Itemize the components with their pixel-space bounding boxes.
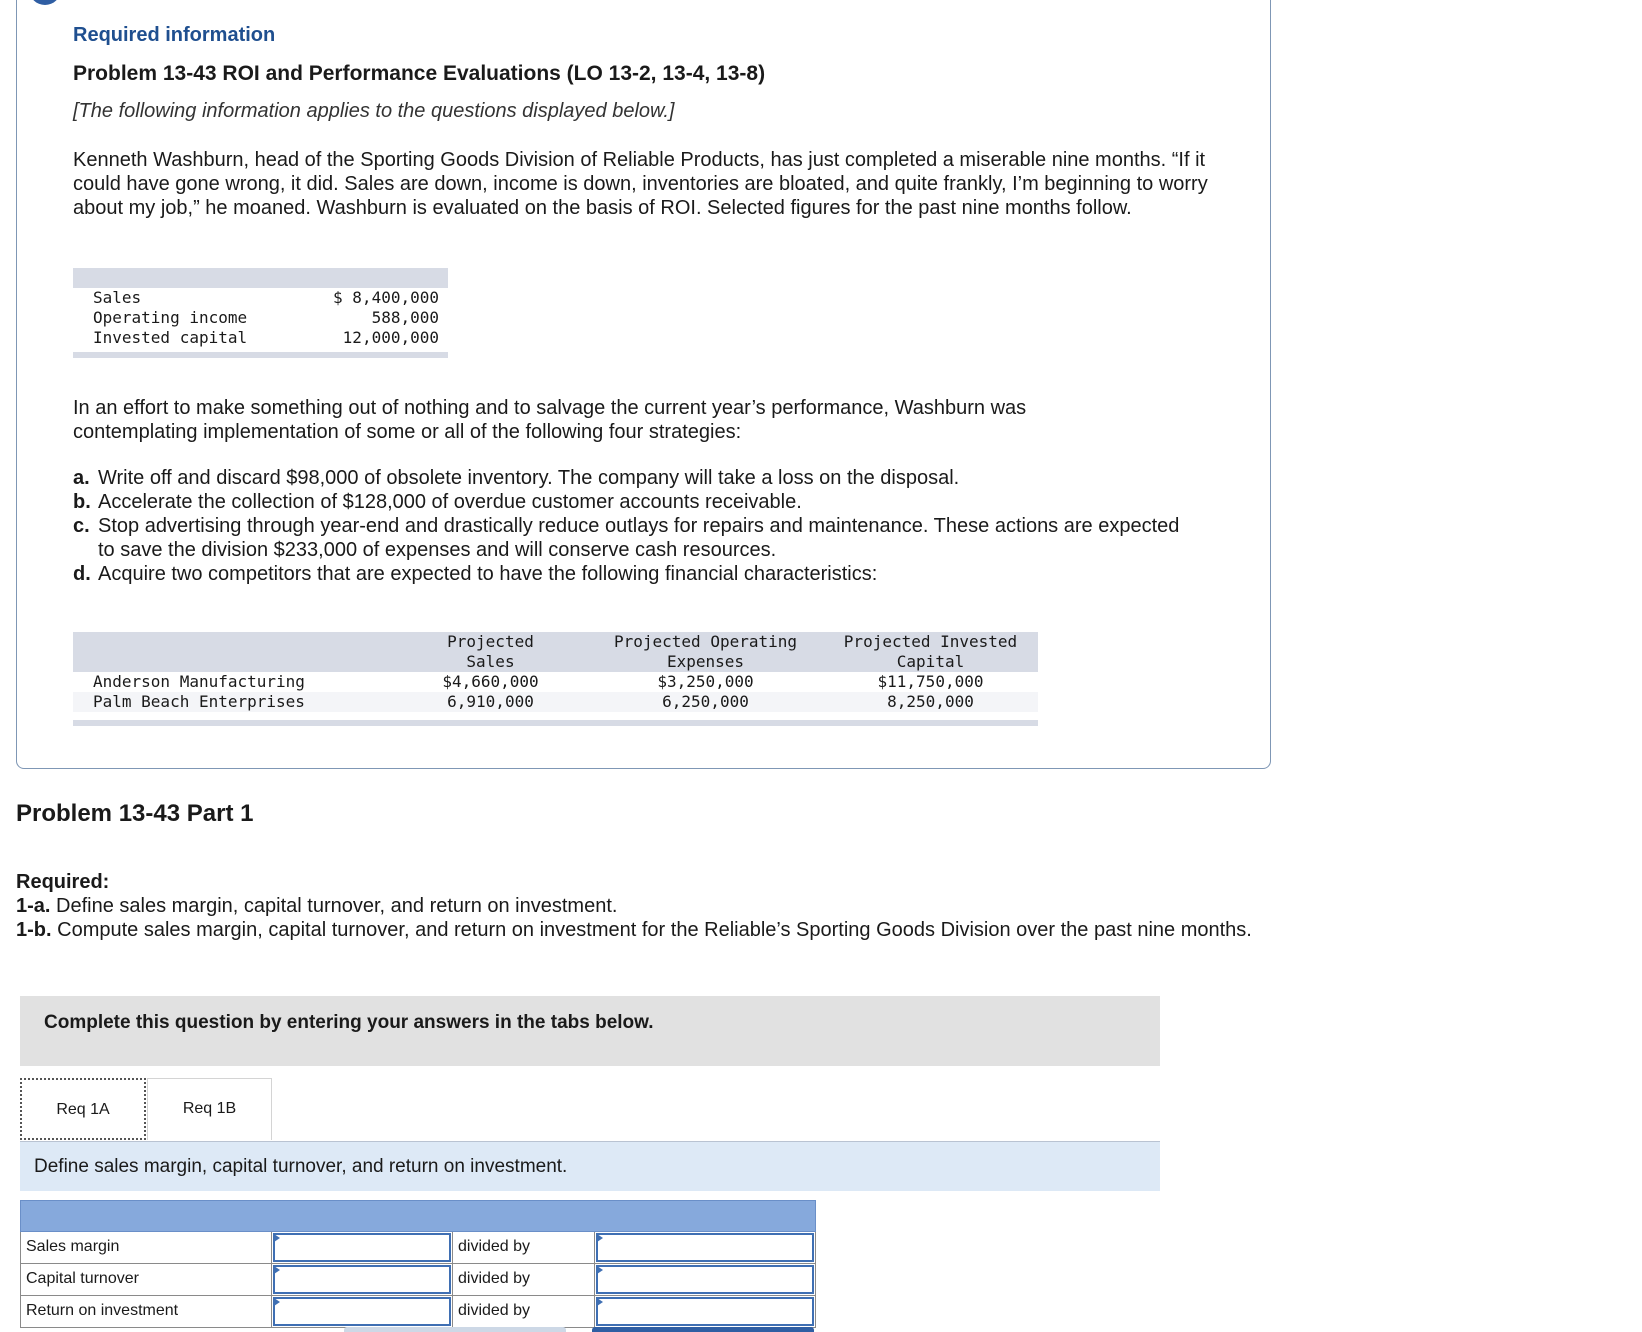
strategy-text: Stop advertising through year-end and drastically reduce outlays for repairs and maintenance. These actions are expected to save the division $233,000 of expenses and will conserve cash resources. <box>98 515 1180 561</box>
strategy-item <box>73 466 1193 490</box>
complete-prompt: Complete this question by entering your answers in the tabs below. <box>44 1012 654 1033</box>
dropdown-marker-icon <box>597 1298 603 1306</box>
competitor-sales: $4,660,000 <box>442 672 539 691</box>
competitors-table-bottom-band <box>73 720 1038 726</box>
figures-table-top-band <box>73 268 448 288</box>
answer-row-sales-margin <box>20 1232 816 1264</box>
divided-by-label: divided by <box>453 1264 595 1295</box>
denominator-input[interactable] <box>596 1297 814 1326</box>
answer-row-label: Return on investment <box>21 1296 272 1327</box>
complete-prompt-bar <box>20 996 1160 1066</box>
strategy-letter: a. <box>73 467 90 489</box>
intro-paragraph: Kenneth Washburn, head of the Sporting Goods Division of Reliable Products, has just completed a miserable nine months. “If it could have gone wrong, it did. Sales are down, income is down, inventories are bloated, and quite frankly, I’m beginning to worry about my job,” he moaned. Washburn is evaluated on the basis of ROI. Selected figures for the past nine months follow. <box>73 149 1208 219</box>
answer-row-label: Capital turnover <box>21 1264 272 1295</box>
strategy-item <box>73 514 1193 562</box>
competitors-row <box>73 692 1038 712</box>
competitor-capital: 8,250,000 <box>887 692 974 711</box>
figure-value: $ 8,400,000 <box>333 288 439 307</box>
answer-table-header <box>20 1200 816 1232</box>
requirement-1b: 1-b. Compute sales margin, capital turnover, and return on investment for the Reliable’s Sporting Goods Division over the past nine months. <box>16 919 1252 941</box>
requirement-1a: 1-a. Define sales margin, capital turnover, and return on investment. <box>16 895 618 917</box>
divided-by-label: divided by <box>453 1296 595 1327</box>
strategy-item <box>73 562 1193 586</box>
answer-table <box>20 1200 816 1328</box>
required-section <box>16 870 1256 942</box>
required-label: Required: <box>16 871 110 893</box>
numerator-cell <box>272 1232 453 1263</box>
competitors-table <box>73 632 1038 726</box>
competitors-header-sales: Projected Sales <box>447 632 534 671</box>
competitors-row <box>73 672 1038 692</box>
answer-row-return-on-investment <box>20 1296 816 1328</box>
tab-req-1a[interactable]: Req 1A <box>20 1078 146 1140</box>
competitors-header-blank <box>73 632 393 672</box>
competitor-expenses: 6,250,000 <box>662 692 749 711</box>
denominator-input[interactable] <box>596 1265 814 1294</box>
numerator-input[interactable] <box>273 1297 451 1326</box>
strategy-text: Acquire two competitors that are expected to have the following financial characteristics: <box>98 563 878 585</box>
strategy-text: Write off and discard $98,000 of obsolete inventory. The company will take a loss on the disposal. <box>98 467 960 489</box>
define-prompt: Define sales margin, capital turnover, and return on investment. <box>20 1142 1160 1191</box>
denominator-cell <box>595 1232 816 1263</box>
numerator-cell <box>272 1296 453 1327</box>
figures-row <box>73 288 448 308</box>
competitors-header-capital: Projected Invested Capital <box>843 632 1018 671</box>
strategy-letter: b. <box>73 491 91 513</box>
strategy-text: Accelerate the collection of $128,000 of overdue customer accounts receivable. <box>98 491 802 513</box>
figures-table <box>73 268 448 358</box>
strategy-letter: c. <box>73 515 90 537</box>
competitor-name: Palm Beach Enterprises <box>93 692 305 711</box>
numerator-input[interactable] <box>273 1265 451 1294</box>
tab-req-1b[interactable]: Req 1B <box>147 1078 272 1140</box>
numerator-input[interactable] <box>273 1233 451 1262</box>
competitor-name: Anderson Manufacturing <box>93 672 305 691</box>
denominator-input[interactable] <box>596 1233 814 1262</box>
figures-row <box>73 308 448 328</box>
applies-note: [The following information applies to the questions displayed below.] <box>73 100 675 122</box>
divided-by-label: divided by <box>453 1232 595 1263</box>
answer-row-label: Sales margin <box>21 1232 272 1263</box>
dropdown-marker-icon <box>274 1234 280 1242</box>
badge-icon <box>29 0 61 5</box>
competitors-header-row <box>73 632 1038 672</box>
figure-value: 12,000,000 <box>342 328 439 347</box>
previous-tab-button[interactable] <box>344 1327 566 1332</box>
denominator-cell <box>595 1264 816 1295</box>
requirement-tabs <box>20 1078 1160 1142</box>
figure-label: Sales <box>93 288 142 307</box>
competitors-header-expenses: Projected Operating Expenses <box>613 632 798 671</box>
dropdown-marker-icon <box>597 1266 603 1274</box>
numerator-cell <box>272 1264 453 1295</box>
dropdown-marker-icon <box>597 1234 603 1242</box>
answer-row-capital-turnover <box>20 1264 816 1296</box>
strategy-item <box>73 490 1193 514</box>
figure-value: 588,000 <box>371 308 439 327</box>
figures-table-bottom-band <box>73 352 448 358</box>
required-information-heading: Required information <box>73 24 276 46</box>
next-tab-button[interactable] <box>592 1327 814 1332</box>
competitor-sales: 6,910,000 <box>447 692 534 711</box>
part-title: Problem 13-43 Part 1 <box>16 800 254 827</box>
dropdown-marker-icon <box>274 1266 280 1274</box>
figure-label: Operating income <box>93 308 248 327</box>
denominator-cell <box>595 1296 816 1327</box>
strategies-list <box>73 466 1193 586</box>
figures-row <box>73 328 448 348</box>
figure-label: Invested capital <box>93 328 248 347</box>
effort-paragraph: In an effort to make something out of nothing and to salvage the current year’s performance, Washburn was contemplating implementation of some or all of the following four strategies: <box>73 397 1027 443</box>
problem-title: Problem 13-43 ROI and Performance Evaluations (LO 13-2, 13-4, 13-8) <box>73 62 766 85</box>
strategy-letter: d. <box>73 563 91 585</box>
competitor-expenses: $3,250,000 <box>657 672 754 691</box>
dropdown-marker-icon <box>274 1298 280 1306</box>
competitor-capital: $11,750,000 <box>877 672 984 691</box>
